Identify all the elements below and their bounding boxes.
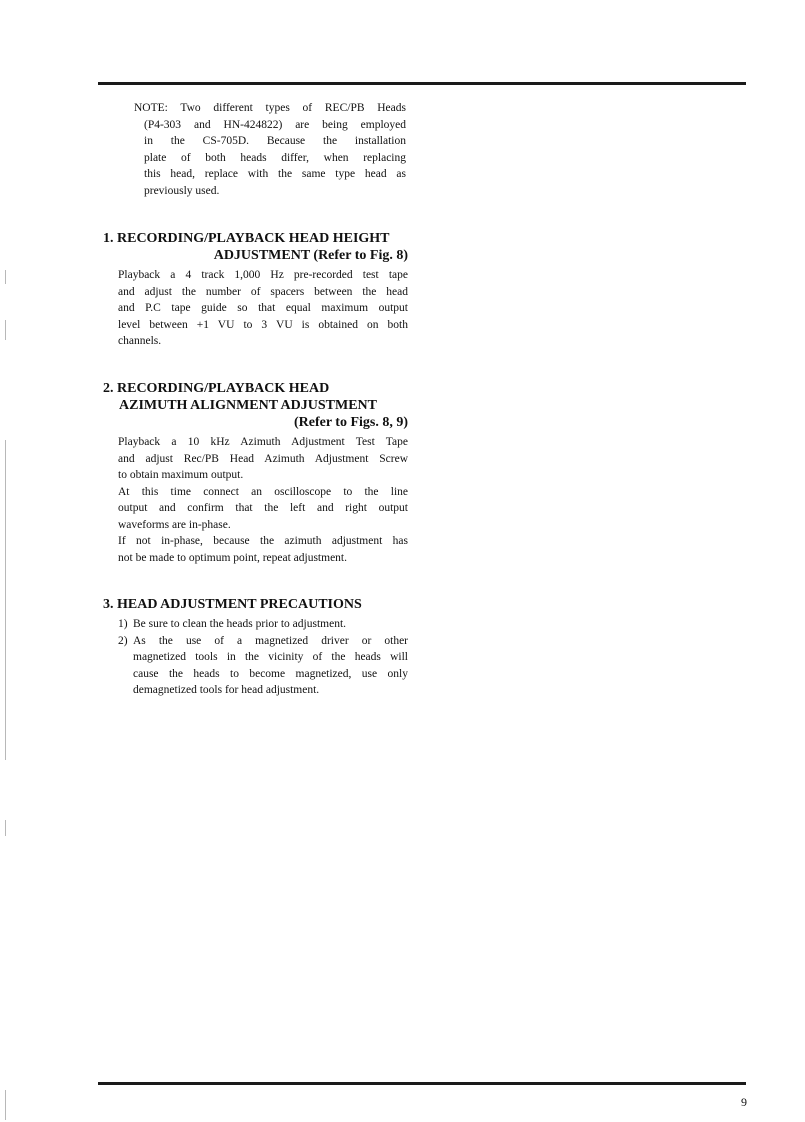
top-rule	[98, 82, 746, 85]
section-precautions	[103, 596, 408, 699]
list-line: demagnetized tools for head adjustment.	[133, 684, 320, 696]
section-heading	[103, 380, 408, 431]
note-line: previously used.	[144, 184, 220, 197]
section-body	[103, 267, 408, 350]
note-line: NOTE: Two different types of REC/PB Heads	[134, 102, 406, 114]
body-line: level between +1 VU to 3 VU is obtained on both	[118, 318, 408, 331]
section-body	[103, 616, 408, 699]
heading-line: 2. RECORDING/PLAYBACK HEAD	[103, 381, 330, 396]
note-line: this head, replace with the same type head as	[144, 168, 406, 180]
heading-line: AZIMUTH ALIGNMENT ADJUSTMENT	[119, 398, 378, 413]
body-line: to obtain maximum output.	[118, 469, 244, 481]
body-line: waveforms are in-phase.	[118, 518, 231, 531]
section-azimuth-alignment	[103, 380, 408, 566]
body-line: not be made to optimum point, repeat adjustment.	[118, 551, 347, 564]
list-text	[133, 616, 346, 633]
body-line: and adjust the number of spacers between the head	[118, 285, 408, 298]
heading-line: (Refer to Figs. 8, 9)	[293, 415, 408, 430]
section-head-height	[103, 230, 408, 350]
scan-mark	[5, 1090, 6, 1120]
heading-line: 3. HEAD ADJUSTMENT PRECAUTIONS	[103, 597, 362, 612]
section-heading	[103, 596, 408, 613]
bottom-rule	[98, 1082, 746, 1085]
body-line: If not in-phase, because the azimuth adjustment has	[118, 535, 408, 547]
list-line: cause the heads to become magnetized, use only	[133, 667, 408, 680]
heading-line: ADJUSTMENT (Refer to Fig. 8)	[213, 248, 408, 263]
heading-line: 1. RECORDING/PLAYBACK HEAD HEIGHT	[103, 231, 390, 246]
body-line: and P.C tape guide so that equal maximum output	[118, 302, 408, 314]
note-line: (P4-303 and HN-424822) are being employed	[144, 118, 406, 131]
section-heading	[103, 230, 408, 264]
note-block	[134, 100, 406, 199]
body-line: channels.	[118, 335, 162, 347]
list-item	[118, 616, 408, 633]
list-number: 2)	[118, 634, 128, 647]
body-line: output and confirm that the left and right output	[118, 502, 408, 514]
scan-mark	[5, 440, 6, 760]
list-item	[118, 633, 408, 699]
section-body	[103, 434, 408, 566]
list-line: As the use of a magnetized driver or other	[133, 634, 408, 647]
list-text	[133, 633, 408, 699]
page-number: 9	[741, 1095, 747, 1109]
list-line: Be sure to clean the heads prior to adjustment.	[133, 618, 347, 630]
scan-mark	[5, 820, 6, 836]
body-line: At this time connect an oscilloscope to the line	[118, 485, 408, 498]
body-line: and adjust Rec/PB Head Azimuth Adjustment Screw	[118, 452, 408, 465]
list-number: 1)	[118, 618, 128, 630]
body-line: Playback a 10 kHz Azimuth Adjustment Test Tape	[118, 436, 408, 448]
list-line: magnetized tools in the vicinity of the heads will	[133, 651, 408, 663]
note-line: in the CS-705D. Because the installation	[144, 135, 406, 147]
note-line: plate of both heads differ, when replacing	[144, 151, 406, 164]
scan-mark	[5, 270, 6, 284]
scan-mark	[5, 320, 6, 340]
body-line: Playback a 4 track 1,000 Hz pre-recorded test tape	[118, 269, 408, 281]
